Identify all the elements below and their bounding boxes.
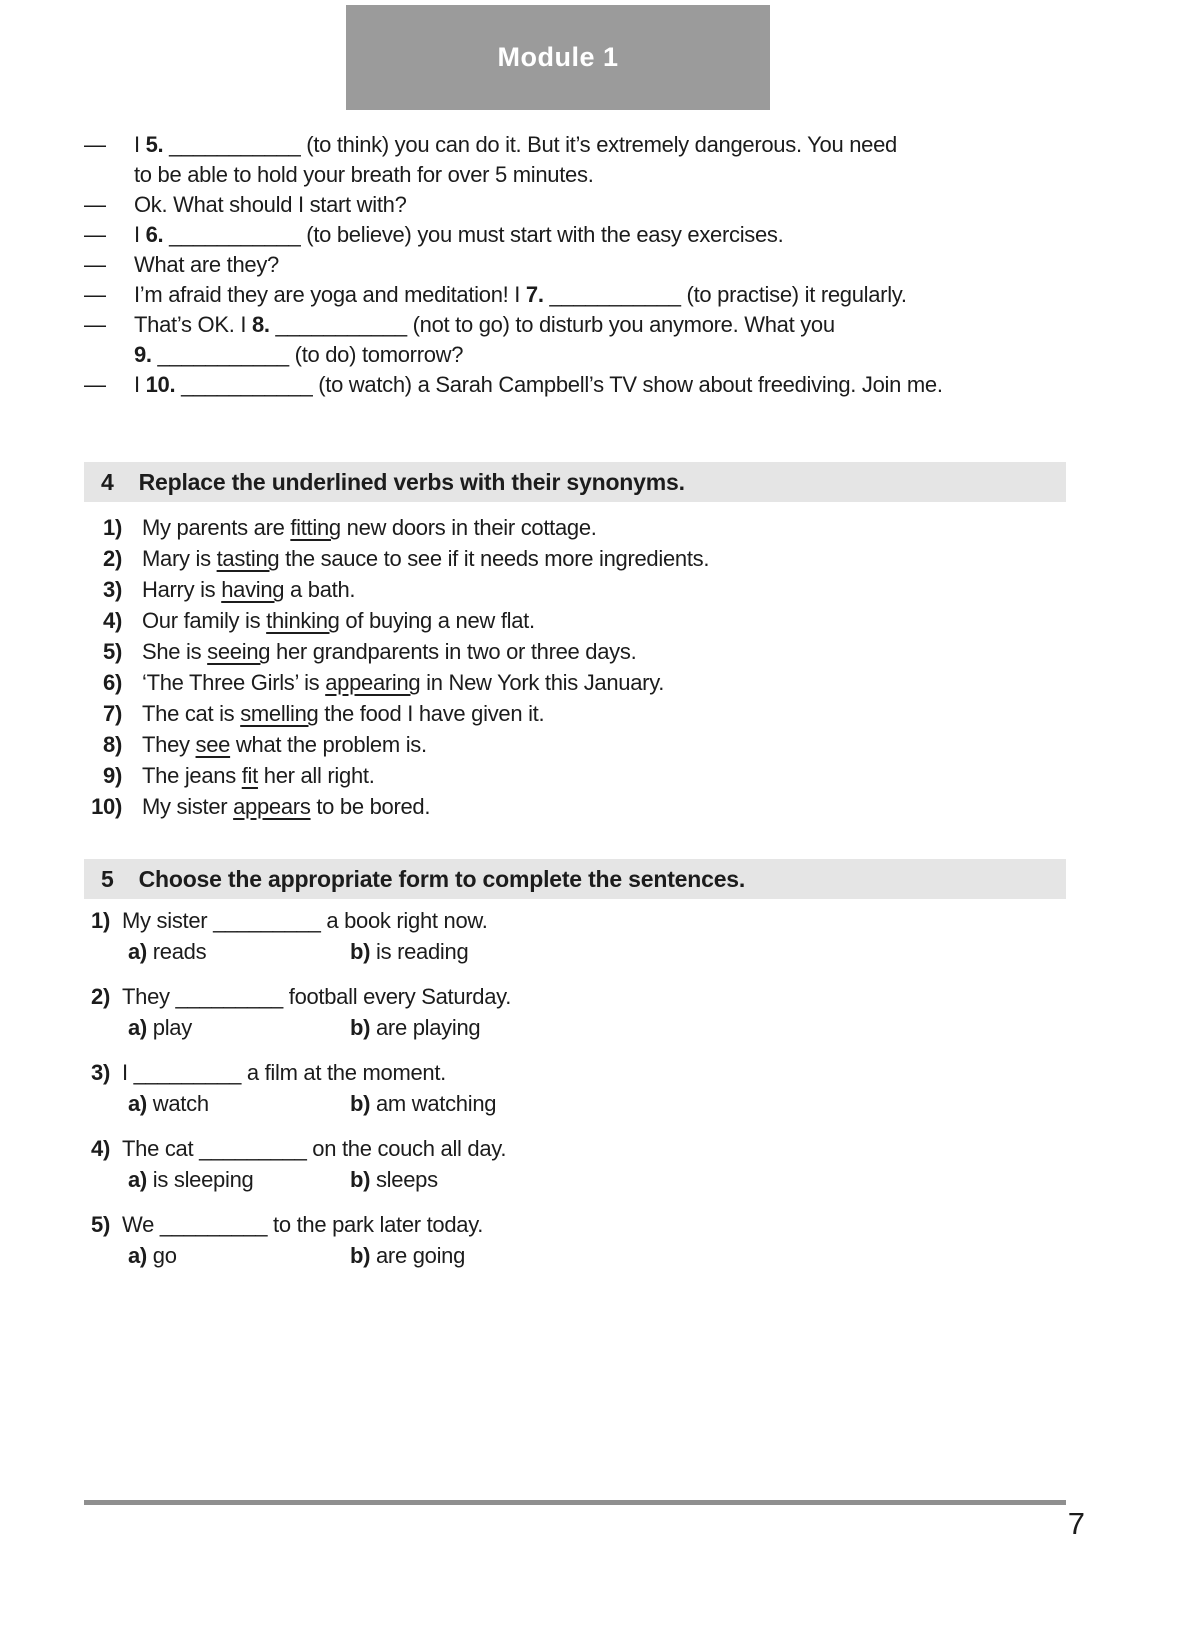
question-prompt: We _________ to the park later today. (122, 1212, 484, 1237)
list-item (84, 667, 1084, 698)
question-item (84, 1057, 1084, 1119)
option-a (128, 1240, 350, 1271)
dialogue-text: Ok. What should I start with? (134, 192, 407, 217)
list-item (84, 512, 1084, 543)
item-text: ‘The Three Girls’ is appearing in New York this January. (142, 670, 665, 695)
exercise4-items (84, 512, 1084, 822)
item-text: Harry is having a bath. (142, 577, 356, 602)
option-b (350, 1240, 465, 1271)
item-text: The jeans fit her all right. (142, 763, 375, 788)
item-number: 5) (91, 1212, 110, 1237)
question-item (84, 981, 1084, 1043)
list-item (84, 760, 1084, 791)
question-prompt: My sister _________ a book right now. (122, 908, 488, 933)
list-item (84, 574, 1084, 605)
dialogue-dash: — (84, 222, 106, 247)
dialogue-text: What are they? (134, 252, 279, 277)
list-item (84, 605, 1084, 636)
dialogue-dash: — (84, 192, 106, 217)
module-header (346, 5, 770, 110)
item-text: They see what the problem is. (142, 732, 427, 757)
list-item (84, 636, 1084, 667)
option-b (350, 1088, 496, 1119)
option-text: is reading (375, 939, 469, 964)
option-label: a) (128, 1091, 147, 1116)
option-a (128, 1012, 350, 1043)
item-text: She is seeing her grandparents in two or three days. (142, 639, 637, 664)
dialogue-text: I 6. ___________ (to believe) you must start with the easy exercises. (134, 222, 784, 247)
item-text: Mary is tasting the sauce to see if it needs more ingredients. (142, 546, 710, 571)
option-text: go (152, 1243, 177, 1268)
footer-divider (84, 1500, 1066, 1505)
dialogue-line (84, 310, 1084, 340)
item-number: 4) (103, 608, 122, 633)
dialogue-line (84, 280, 1084, 310)
item-number: 10) (91, 794, 122, 819)
question-prompt: They _________ football every Saturday. (122, 984, 512, 1009)
option-label: b) (350, 939, 371, 964)
dialogue-dash: — (84, 252, 106, 277)
item-number: 2) (91, 984, 110, 1009)
item-number: 2) (103, 546, 122, 571)
question-prompt: I _________ a film at the moment. (122, 1060, 446, 1085)
dialogue-dash (84, 160, 134, 190)
option-text: watch (152, 1091, 209, 1116)
option-b (350, 1164, 438, 1195)
question-item (84, 905, 1084, 967)
dialogue-text: I 10. ___________ (to watch) a Sarah Campbell’s TV show about freediving. Join me. (134, 372, 943, 397)
item-number: 3) (103, 577, 122, 602)
dialogue-text: I 5. ___________ (to think) you can do it. But it’s extremely dangerous. You need (134, 132, 897, 157)
dialogue-dash: — (84, 132, 106, 157)
option-text: are going (375, 1243, 466, 1268)
list-item (84, 791, 1084, 822)
option-b (350, 936, 468, 967)
dialogue-line (84, 130, 1084, 160)
exercise5-title: Choose the appropriate form to complete the sentences. (138, 865, 746, 892)
dialogue-line (84, 220, 1084, 250)
option-label: b) (350, 1091, 371, 1116)
option-label: b) (350, 1243, 371, 1268)
item-text: My sister appears to be bored. (142, 794, 431, 819)
question-prompt: The cat _________ on the couch all day. (122, 1136, 507, 1161)
item-number: 6) (103, 670, 122, 695)
dialogue-line (84, 190, 1084, 220)
option-a (128, 1088, 350, 1119)
item-number: 9) (103, 763, 122, 788)
option-label: a) (128, 1015, 147, 1040)
exercise4-header (84, 462, 1066, 502)
question-item (84, 1209, 1084, 1271)
option-text: are playing (375, 1015, 481, 1040)
dialogue-dash: — (84, 372, 106, 397)
dialogue-dash: — (84, 312, 106, 337)
dialogue-text: to be able to hold your breath for over 5 minutes. (134, 162, 594, 187)
dialogue-block (84, 130, 1084, 400)
option-label: a) (128, 939, 147, 964)
option-text: is sleeping (152, 1167, 254, 1192)
option-label: a) (128, 1243, 147, 1268)
exercise5-number: 5 (101, 865, 114, 892)
dialogue-line (84, 370, 1084, 400)
item-number: 5) (103, 639, 122, 664)
list-item (84, 698, 1084, 729)
question-item (84, 1133, 1084, 1195)
dialogue-dash (84, 340, 134, 370)
option-text: sleeps (375, 1167, 438, 1192)
dialogue-line (84, 340, 1084, 370)
dialogue-line (84, 160, 1084, 190)
dialogue-text: I’m afraid they are yoga and meditation! I 7. ___________ (to practise) it regularly. (134, 282, 907, 307)
exercise4-number: 4 (101, 468, 114, 495)
item-number: 1) (103, 515, 122, 540)
list-item (84, 729, 1084, 760)
dialogue-line (84, 250, 1084, 280)
item-text: The cat is smelling the food I have given it. (142, 701, 545, 726)
option-b (350, 1012, 480, 1043)
exercise5-header (84, 859, 1066, 899)
option-a (128, 1164, 350, 1195)
exercise5-items (84, 905, 1084, 1285)
dialogue-dash: — (84, 282, 106, 307)
dialogue-text: 9. ___________ (to do) tomorrow? (134, 342, 464, 367)
item-text: Our family is thinking of buying a new flat. (142, 608, 535, 633)
option-a (128, 936, 350, 967)
dialogue-text: That’s OK. I 8. ___________ (not to go) to disturb you anymore. What you (134, 312, 835, 337)
item-number: 7) (103, 701, 122, 726)
option-text: am watching (375, 1091, 497, 1116)
list-item (84, 543, 1084, 574)
option-text: reads (152, 939, 207, 964)
option-label: b) (350, 1015, 371, 1040)
item-number: 4) (91, 1136, 110, 1161)
item-number: 1) (91, 908, 110, 933)
exercise4-title: Replace the underlined verbs with their synonyms. (138, 468, 685, 495)
item-number: 3) (91, 1060, 110, 1085)
module-title: Module 1 (497, 42, 619, 72)
page-number: 7 (1067, 1506, 1085, 1541)
option-text: play (152, 1015, 192, 1040)
option-label: b) (350, 1167, 371, 1192)
option-label: a) (128, 1167, 147, 1192)
item-text: My parents are fitting new doors in their cottage. (142, 515, 597, 540)
item-number: 8) (103, 732, 122, 757)
